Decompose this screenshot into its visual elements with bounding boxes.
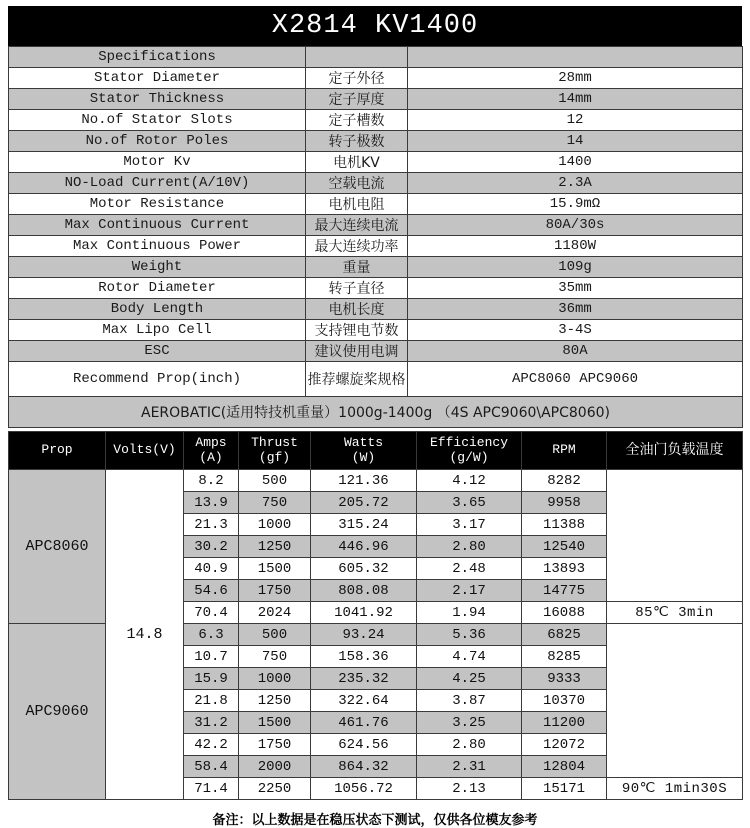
column-header <box>184 432 239 470</box>
rpm-cell: 11388 <box>522 514 607 536</box>
rpm-cell: 14775 <box>522 580 607 602</box>
spec-label-en: Max Lipo Cell <box>9 320 306 341</box>
recommend-prop-label-cn: 推荐螺旋桨规格 <box>306 362 408 397</box>
spec-value: 1400 <box>408 152 743 173</box>
efficiency-cell: 3.87 <box>417 690 522 712</box>
specifications-header-blank-cn <box>306 47 408 68</box>
specifications-table <box>8 46 743 428</box>
thrust-cell: 2024 <box>239 602 311 624</box>
temperature-blank-cell <box>607 470 743 602</box>
column-header-line1: Amps <box>195 434 227 450</box>
spec-value: 2.3A <box>408 173 743 194</box>
spec-label-cn: 电机电阻 <box>306 194 408 215</box>
temperature-cell: 85℃ 3min <box>607 602 743 624</box>
spec-label-cn: 定子厚度 <box>306 89 408 110</box>
performance-table-body <box>9 470 743 800</box>
performance-header-row <box>9 432 743 470</box>
spec-value: 1180W <box>408 236 743 257</box>
column-header <box>417 432 522 470</box>
specifications-header-label: Specifications <box>9 47 306 68</box>
amps-cell: 42.2 <box>184 734 239 756</box>
amps-cell: 13.9 <box>184 492 239 514</box>
spec-label-cn: 建议使用电调 <box>306 341 408 362</box>
spec-label-cn: 转子直径 <box>306 278 408 299</box>
thrust-cell: 500 <box>239 624 311 646</box>
amps-cell: 10.7 <box>184 646 239 668</box>
watts-cell: 322.64 <box>311 690 417 712</box>
watts-cell: 235.32 <box>311 668 417 690</box>
prop-name-cell: APC8060 <box>9 470 106 624</box>
spec-row <box>9 68 743 89</box>
spec-label-en: Rotor Diameter <box>9 278 306 299</box>
spec-row <box>9 215 743 236</box>
thrust-cell: 1000 <box>239 514 311 536</box>
watts-cell: 446.96 <box>311 536 417 558</box>
spec-row <box>9 278 743 299</box>
column-header: Prop <box>9 432 106 470</box>
spec-label-en: Stator Thickness <box>9 89 306 110</box>
thrust-cell: 1500 <box>239 558 311 580</box>
spec-label-en: Stator Diameter <box>9 68 306 89</box>
spec-label-en: Motor Kv <box>9 152 306 173</box>
spec-label-en: Max Continuous Power <box>9 236 306 257</box>
rpm-cell: 9958 <box>522 492 607 514</box>
rpm-cell: 6825 <box>522 624 607 646</box>
spec-label-cn: 定子槽数 <box>306 110 408 131</box>
watts-cell: 624.56 <box>311 734 417 756</box>
spec-row <box>9 152 743 173</box>
amps-cell: 15.9 <box>184 668 239 690</box>
recommend-prop-row <box>9 362 743 397</box>
spec-row <box>9 257 743 278</box>
specifications-header-blank-value <box>408 47 743 68</box>
rpm-cell: 8285 <box>522 646 607 668</box>
amps-cell: 30.2 <box>184 536 239 558</box>
efficiency-cell: 3.25 <box>417 712 522 734</box>
efficiency-cell: 4.74 <box>417 646 522 668</box>
column-header-line1: Efficiency <box>429 434 508 450</box>
watts-cell: 93.24 <box>311 624 417 646</box>
rpm-cell: 12072 <box>522 734 607 756</box>
rpm-cell: 11200 <box>522 712 607 734</box>
efficiency-cell: 3.65 <box>417 492 522 514</box>
amps-cell: 54.6 <box>184 580 239 602</box>
rpm-cell: 8282 <box>522 470 607 492</box>
spec-value: 80A/30s <box>408 215 743 236</box>
table-row <box>9 470 743 492</box>
spec-value: 3-4S <box>408 320 743 341</box>
spec-label-en: Body Length <box>9 299 306 320</box>
page-title: X2814 KV1400 <box>8 6 742 46</box>
footer-note: 备注：以上数据是在稳压状态下测试，仅供各位模友参考 <box>212 813 538 828</box>
spec-label-en: Weight <box>9 257 306 278</box>
spec-row <box>9 299 743 320</box>
spec-value: 12 <box>408 110 743 131</box>
spec-label-en: Max Continuous Current <box>9 215 306 236</box>
column-header-line2: (g/W) <box>449 449 489 465</box>
rpm-cell: 13893 <box>522 558 607 580</box>
temperature-cell: 90℃ 1min30S <box>607 778 743 800</box>
performance-table <box>8 431 743 800</box>
watts-cell: 205.72 <box>311 492 417 514</box>
spec-label-en: No.of Rotor Poles <box>9 131 306 152</box>
spec-row <box>9 89 743 110</box>
aerobatic-note: AEROBATIC(适用特技机重量）1000g-1400g （4S APC9060\APC8060) <box>9 397 743 428</box>
efficiency-cell: 2.48 <box>417 558 522 580</box>
spec-row <box>9 194 743 215</box>
amps-cell: 40.9 <box>184 558 239 580</box>
amps-cell: 71.4 <box>184 778 239 800</box>
spec-value: 28mm <box>408 68 743 89</box>
thrust-cell: 1500 <box>239 712 311 734</box>
amps-cell: 6.3 <box>184 624 239 646</box>
efficiency-cell: 5.36 <box>417 624 522 646</box>
efficiency-cell: 1.94 <box>417 602 522 624</box>
watts-cell: 121.36 <box>311 470 417 492</box>
spec-label-cn: 转子极数 <box>306 131 408 152</box>
specifications-header-row <box>9 47 743 68</box>
efficiency-cell: 4.25 <box>417 668 522 690</box>
temperature-blank-cell <box>607 624 743 778</box>
watts-cell: 158.36 <box>311 646 417 668</box>
thrust-cell: 750 <box>239 492 311 514</box>
thrust-cell: 1000 <box>239 668 311 690</box>
prop-name-cell: APC9060 <box>9 624 106 800</box>
thrust-cell: 1750 <box>239 580 311 602</box>
amps-cell: 8.2 <box>184 470 239 492</box>
spec-label-cn: 空载电流 <box>306 173 408 194</box>
thrust-cell: 500 <box>239 470 311 492</box>
spec-row <box>9 173 743 194</box>
watts-cell: 864.32 <box>311 756 417 778</box>
rpm-cell: 16088 <box>522 602 607 624</box>
recommend-prop-label-en: Recommend Prop(inch) <box>9 362 306 397</box>
column-header-line1: Watts <box>343 434 383 450</box>
column-header-line2: (W) <box>351 449 376 465</box>
spec-label-en: Motor Resistance <box>9 194 306 215</box>
spec-value: 14mm <box>408 89 743 110</box>
thrust-cell: 1250 <box>239 690 311 712</box>
column-header: RPM <box>522 432 607 470</box>
watts-cell: 461.76 <box>311 712 417 734</box>
spec-row <box>9 236 743 257</box>
amps-cell: 58.4 <box>184 756 239 778</box>
column-header-line1: Thrust <box>251 434 298 450</box>
spec-value: 35mm <box>408 278 743 299</box>
watts-cell: 1041.92 <box>311 602 417 624</box>
rpm-cell: 15171 <box>522 778 607 800</box>
column-header-line2: (A) <box>199 449 223 465</box>
thrust-cell: 1750 <box>239 734 311 756</box>
efficiency-cell: 2.13 <box>417 778 522 800</box>
spec-label-en: ESC <box>9 341 306 362</box>
rpm-cell: 12804 <box>522 756 607 778</box>
rpm-cell: 12540 <box>522 536 607 558</box>
watts-cell: 1056.72 <box>311 778 417 800</box>
spec-row <box>9 320 743 341</box>
spec-value: 80A <box>408 341 743 362</box>
watts-cell: 808.08 <box>311 580 417 602</box>
column-header: 全油门负载温度 <box>607 432 743 470</box>
column-header <box>311 432 417 470</box>
amps-cell: 21.3 <box>184 514 239 536</box>
watts-cell: 605.32 <box>311 558 417 580</box>
spec-value: 15.9mΩ <box>408 194 743 215</box>
efficiency-cell: 3.17 <box>417 514 522 536</box>
column-header-line2: (gf) <box>258 449 291 465</box>
spec-label-cn: 最大连续功率 <box>306 236 408 257</box>
spec-label-cn: 电机长度 <box>306 299 408 320</box>
rpm-cell: 9333 <box>522 668 607 690</box>
thrust-cell: 1250 <box>239 536 311 558</box>
thrust-cell: 2250 <box>239 778 311 800</box>
spec-row <box>9 341 743 362</box>
spec-value: 14 <box>408 131 743 152</box>
amps-cell: 31.2 <box>184 712 239 734</box>
thrust-cell: 750 <box>239 646 311 668</box>
watts-cell: 315.24 <box>311 514 417 536</box>
spec-row <box>9 110 743 131</box>
spec-label-cn: 支持锂电节数 <box>306 320 408 341</box>
amps-cell: 21.8 <box>184 690 239 712</box>
efficiency-cell: 4.12 <box>417 470 522 492</box>
rpm-cell: 10370 <box>522 690 607 712</box>
aerobatic-note-row <box>9 397 743 428</box>
spec-label-cn: 定子外径 <box>306 68 408 89</box>
spec-label-cn: 电机KV <box>306 152 408 173</box>
recommend-prop-value: APC8060 APC9060 <box>408 362 743 397</box>
amps-cell: 70.4 <box>184 602 239 624</box>
spec-label-en: No.of Stator Slots <box>9 110 306 131</box>
spec-value: 109g <box>408 257 743 278</box>
efficiency-cell: 2.17 <box>417 580 522 602</box>
efficiency-cell: 2.80 <box>417 536 522 558</box>
spec-label-cn: 最大连续电流 <box>306 215 408 236</box>
thrust-cell: 2000 <box>239 756 311 778</box>
spec-label-cn: 重量 <box>306 257 408 278</box>
efficiency-cell: 2.80 <box>417 734 522 756</box>
column-header: Volts(V) <box>106 432 184 470</box>
spec-row <box>9 131 743 152</box>
efficiency-cell: 2.31 <box>417 756 522 778</box>
column-header <box>239 432 311 470</box>
volts-cell: 14.8 <box>106 470 184 800</box>
performance-table-head <box>9 432 743 470</box>
spec-value: 36mm <box>408 299 743 320</box>
specifications-body <box>9 47 743 428</box>
spec-label-en: NO-Load Current(A/10V) <box>9 173 306 194</box>
